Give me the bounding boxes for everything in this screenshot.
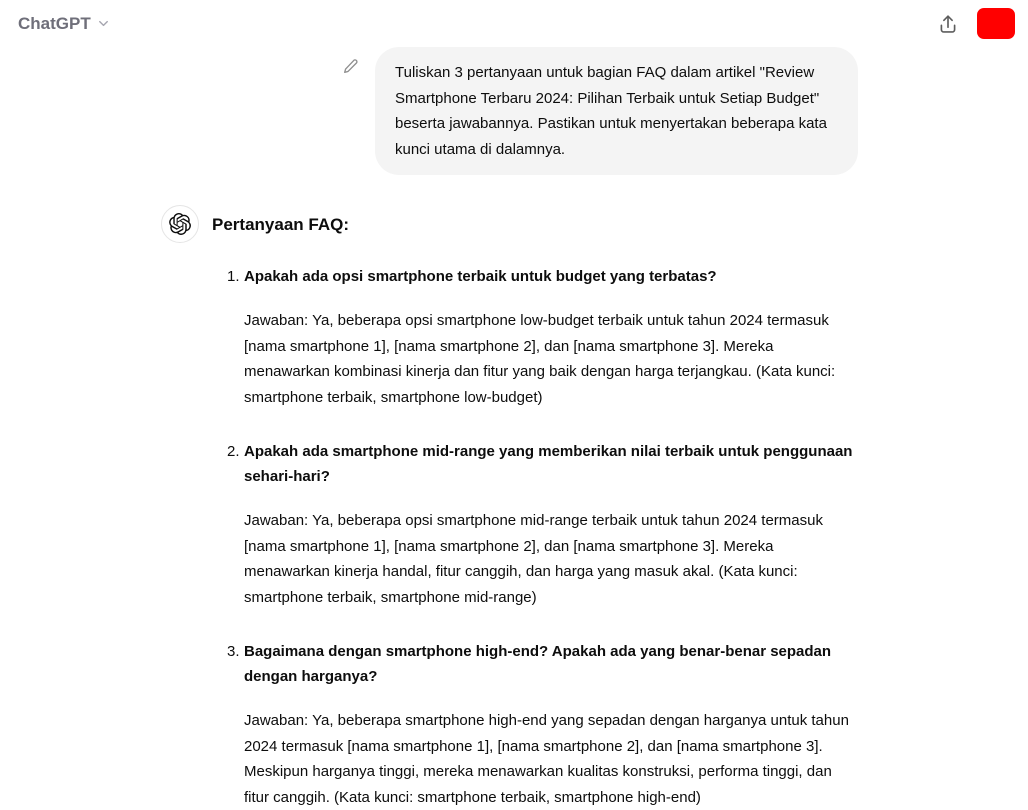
- faq-question: Bagaimana dengan smartphone high-end? Apakah ada yang benar-benar sepadan dengan harganya?: [244, 643, 832, 685]
- faq-answer: Jawaban: Ya, beberapa smartphone high-end yang sepadan dengan harganya untuk tahun 2024 termasuk [nama smartphone 1], [nama smartphone 2], dan [nama smartphone 3]. Meskipun harganya tinggi, mereka menawarkan kualitas konstruksi, performa tinggi, dan fitur canggih. (Kata kunci: smartphone terbaik, smartphone high-end): [244, 712, 849, 806]
- faq-item-body: [244, 439, 858, 610]
- faq-item-number: 1.: [227, 268, 240, 285]
- top-bar: [0, 0, 1028, 47]
- assistant-avatar: [161, 205, 199, 243]
- faq-item-number: 2.: [227, 443, 240, 460]
- model-switcher-button[interactable]: [10, 8, 119, 40]
- assistant-message-content: [212, 205, 858, 810]
- pencil-icon: [342, 57, 361, 76]
- chevron-down-icon: [96, 16, 111, 31]
- faq-item: [212, 639, 858, 810]
- faq-item-number: 3.: [227, 643, 240, 660]
- faq-item-body: [244, 639, 858, 810]
- user-message-row: [170, 47, 858, 175]
- faq-question: Apakah ada opsi smartphone terbaik untuk budget yang terbatas?: [244, 268, 717, 285]
- faq-item: [212, 264, 858, 410]
- conversation: [170, 0, 858, 810]
- account-avatar[interactable]: [977, 8, 1015, 39]
- share-icon: [937, 13, 959, 35]
- app-title: ChatGPT: [18, 13, 91, 33]
- user-message-text: Tuliskan 3 pertanyaan untuk bagian FAQ dalam artikel "Review Smartphone Terbaru 2024: Pilihan Terbaik untuk Setiap Budget" beserta jawabannya. Pastikan untuk menyertakan beberapa kata kunci utama di dalamnya.: [395, 64, 827, 158]
- edit-message-button[interactable]: [340, 55, 363, 78]
- faq-item: [212, 439, 858, 610]
- assistant-heading: Pertanyaan FAQ:: [212, 215, 349, 234]
- faq-question: Apakah ada smartphone mid-range yang memberikan nilai terbaik untuk penggunaan sehari-hari?: [244, 443, 853, 485]
- openai-logo-icon: [169, 213, 191, 235]
- assistant-message-row: [170, 205, 858, 810]
- faq-list: [212, 264, 858, 810]
- top-bar-actions: [934, 8, 1015, 39]
- faq-answer: Jawaban: Ya, beberapa opsi smartphone mid-range terbaik untuk tahun 2024 termasuk [nama smartphone 1], [nama smartphone 2], dan [nama smartphone 3]. Mereka menawarkan kinerja handal, fitur canggih, dan harga yang masuk akal. (Kata kunci: smartphone terbaik, smartphone mid-range): [244, 512, 823, 606]
- share-button[interactable]: [934, 10, 962, 38]
- user-message-bubble: [375, 47, 858, 175]
- faq-item-body: [244, 264, 858, 410]
- faq-answer: Jawaban: Ya, beberapa opsi smartphone low-budget terbaik untuk tahun 2024 termasuk [nama smartphone 1], [nama smartphone 2], dan [nama smartphone 3]. Mereka menawarkan kombinasi kinerja dan fitur yang baik dengan harga terjangkau. (Kata kunci: smartphone terbaik, smartphone low-budget): [244, 312, 836, 406]
